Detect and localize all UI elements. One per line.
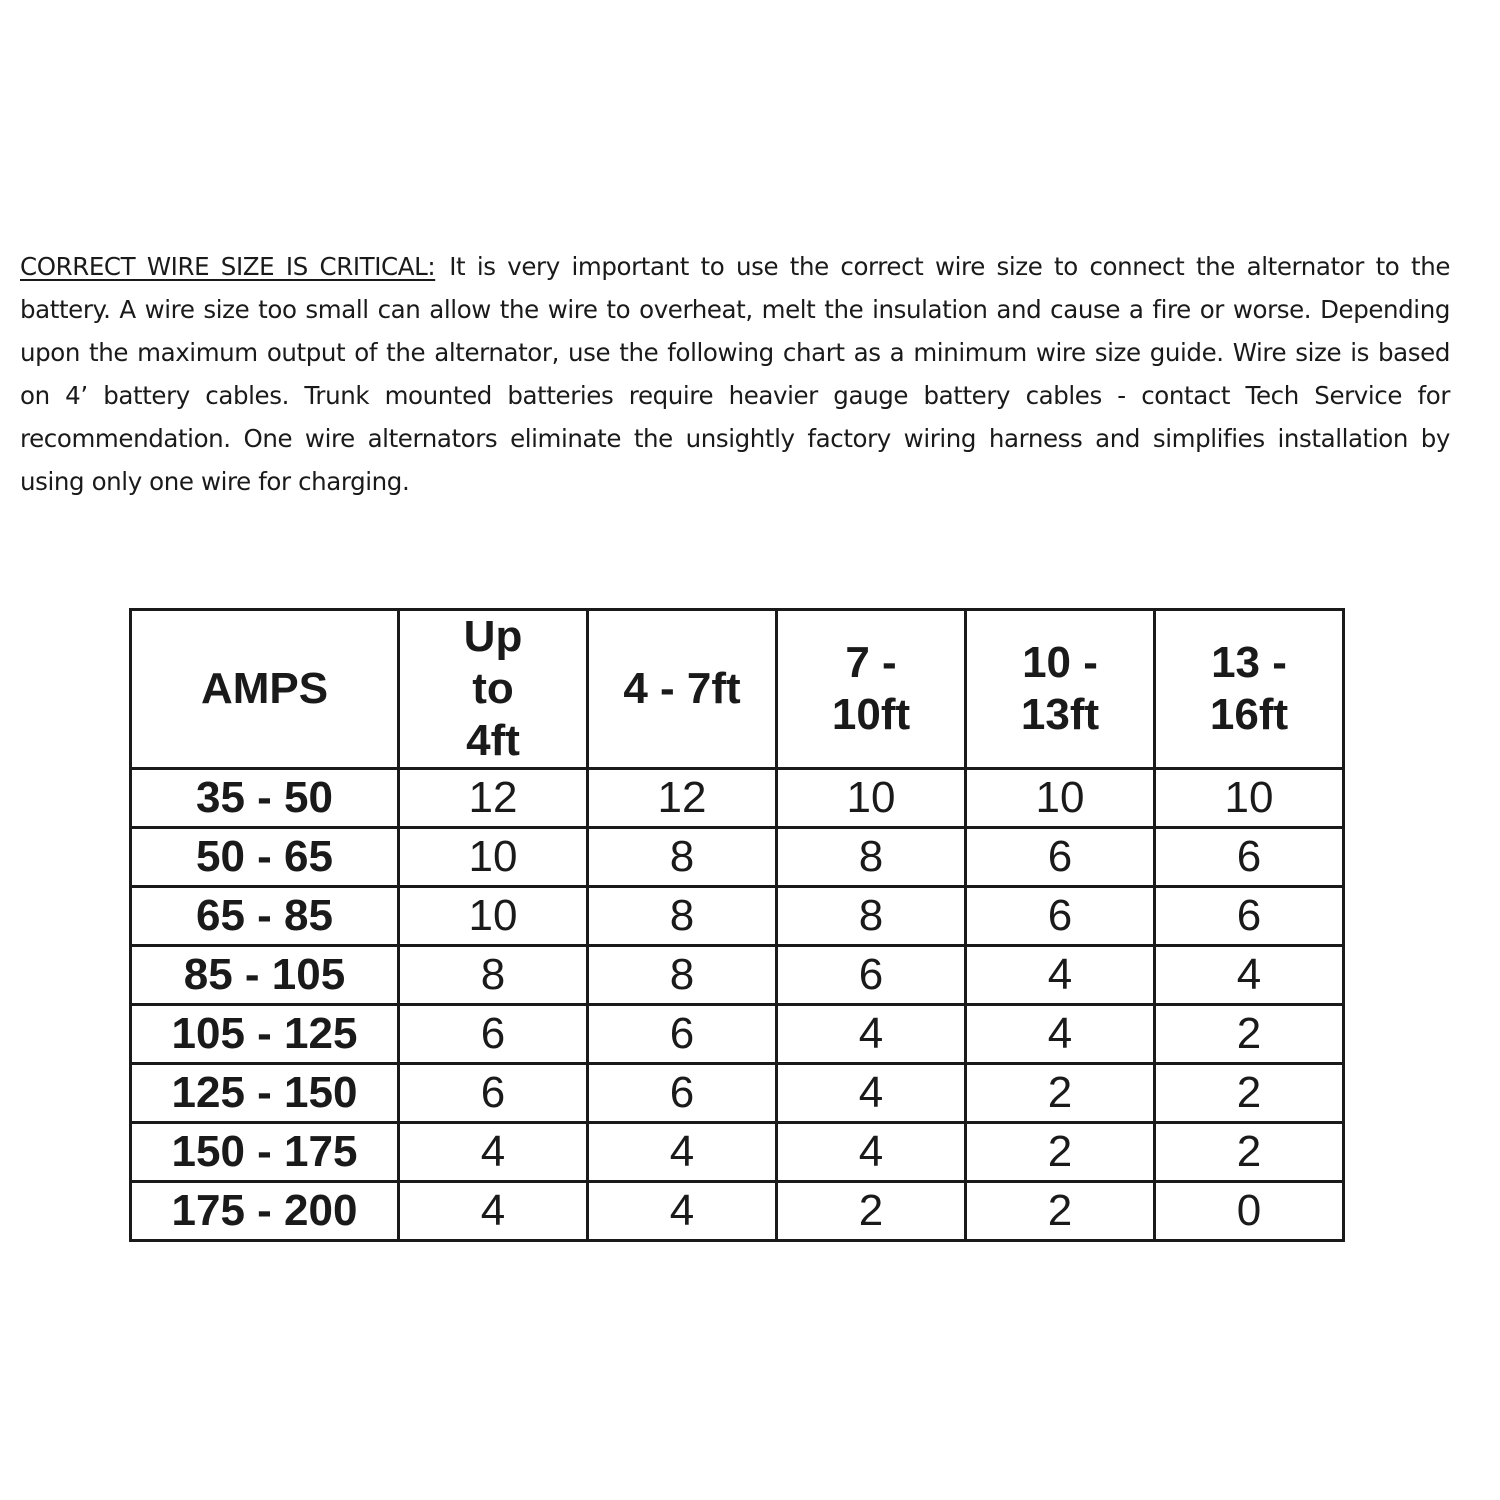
amps-cell: 125 - 150 bbox=[131, 1064, 399, 1123]
gauge-cell: 4 bbox=[966, 946, 1155, 1005]
header-4-7ft: 4 - 7ft bbox=[588, 610, 777, 769]
amps-cell: 105 - 125 bbox=[131, 1005, 399, 1064]
table-row bbox=[131, 1064, 1344, 1123]
gauge-cell: 6 bbox=[1155, 887, 1344, 946]
table-row bbox=[131, 828, 1344, 887]
header-amps: AMPS bbox=[131, 610, 399, 769]
gauge-cell: 4 bbox=[966, 1005, 1155, 1064]
gauge-cell: 4 bbox=[777, 1123, 966, 1182]
table-row bbox=[131, 1123, 1344, 1182]
gauge-cell: 6 bbox=[399, 1064, 588, 1123]
intro-body: It is very important to use the correct wire size to connect the alternator to the battery. A wire size too small can allow the wire to overheat, melt the insulation and cause a fire or worse. Depending upon the maximum output of the alternator, use the following chart as a minimum wire size guide. Wire size is based on 4’ battery cables. Trunk mounted batteries require heavier gauge battery cables - contact Tech Service for recommendation. One wire alternators eliminate the unsightly factory wiring harness and simplifies installation by using only one wire for charging. bbox=[20, 252, 1451, 496]
header-7-10ft: 7 - 10ft bbox=[777, 610, 966, 769]
gauge-cell: 6 bbox=[966, 828, 1155, 887]
intro-paragraph bbox=[20, 245, 1450, 503]
amps-cell: 65 - 85 bbox=[131, 887, 399, 946]
gauge-cell: 6 bbox=[1155, 828, 1344, 887]
amps-cell: 175 - 200 bbox=[131, 1182, 399, 1241]
gauge-cell: 4 bbox=[588, 1123, 777, 1182]
gauge-cell: 2 bbox=[966, 1182, 1155, 1241]
gauge-cell: 6 bbox=[966, 887, 1155, 946]
gauge-cell: 10 bbox=[399, 887, 588, 946]
gauge-cell: 8 bbox=[777, 887, 966, 946]
gauge-cell: 2 bbox=[1155, 1123, 1344, 1182]
gauge-cell: 10 bbox=[399, 828, 588, 887]
gauge-cell: 4 bbox=[399, 1123, 588, 1182]
table-row bbox=[131, 769, 1344, 828]
gauge-cell: 10 bbox=[966, 769, 1155, 828]
gauge-cell: 8 bbox=[588, 828, 777, 887]
header-10-13ft: 10 - 13ft bbox=[966, 610, 1155, 769]
table-header-row bbox=[131, 610, 1344, 769]
gauge-cell: 2 bbox=[777, 1182, 966, 1241]
gauge-cell: 4 bbox=[399, 1182, 588, 1241]
table-row bbox=[131, 887, 1344, 946]
amps-cell: 35 - 50 bbox=[131, 769, 399, 828]
amps-cell: 150 - 175 bbox=[131, 1123, 399, 1182]
gauge-cell: 6 bbox=[588, 1005, 777, 1064]
amps-cell: 50 - 65 bbox=[131, 828, 399, 887]
gauge-cell: 2 bbox=[966, 1123, 1155, 1182]
gauge-cell: 4 bbox=[1155, 946, 1344, 1005]
gauge-cell: 10 bbox=[777, 769, 966, 828]
gauge-cell: 10 bbox=[1155, 769, 1344, 828]
header-13-16ft: 13 - 16ft bbox=[1155, 610, 1344, 769]
header-up-to-4ft: Up to 4ft bbox=[399, 610, 588, 769]
gauge-cell: 6 bbox=[777, 946, 966, 1005]
gauge-cell: 6 bbox=[588, 1064, 777, 1123]
table-row bbox=[131, 1182, 1344, 1241]
gauge-cell: 6 bbox=[399, 1005, 588, 1064]
amps-cell: 85 - 105 bbox=[131, 946, 399, 1005]
gauge-cell: 0 bbox=[1155, 1182, 1344, 1241]
table-row bbox=[131, 946, 1344, 1005]
gauge-cell: 4 bbox=[777, 1005, 966, 1064]
gauge-cell: 2 bbox=[1155, 1064, 1344, 1123]
gauge-cell: 4 bbox=[777, 1064, 966, 1123]
table-row bbox=[131, 1005, 1344, 1064]
gauge-cell: 2 bbox=[966, 1064, 1155, 1123]
gauge-cell: 2 bbox=[1155, 1005, 1344, 1064]
gauge-cell: 12 bbox=[399, 769, 588, 828]
intro-heading: CORRECT WIRE SIZE IS CRITICAL: bbox=[20, 252, 436, 281]
gauge-cell: 4 bbox=[588, 1182, 777, 1241]
gauge-cell: 8 bbox=[399, 946, 588, 1005]
gauge-cell: 8 bbox=[777, 828, 966, 887]
gauge-cell: 8 bbox=[588, 946, 777, 1005]
gauge-cell: 8 bbox=[588, 887, 777, 946]
wire-size-table bbox=[129, 608, 1345, 1242]
gauge-cell: 12 bbox=[588, 769, 777, 828]
